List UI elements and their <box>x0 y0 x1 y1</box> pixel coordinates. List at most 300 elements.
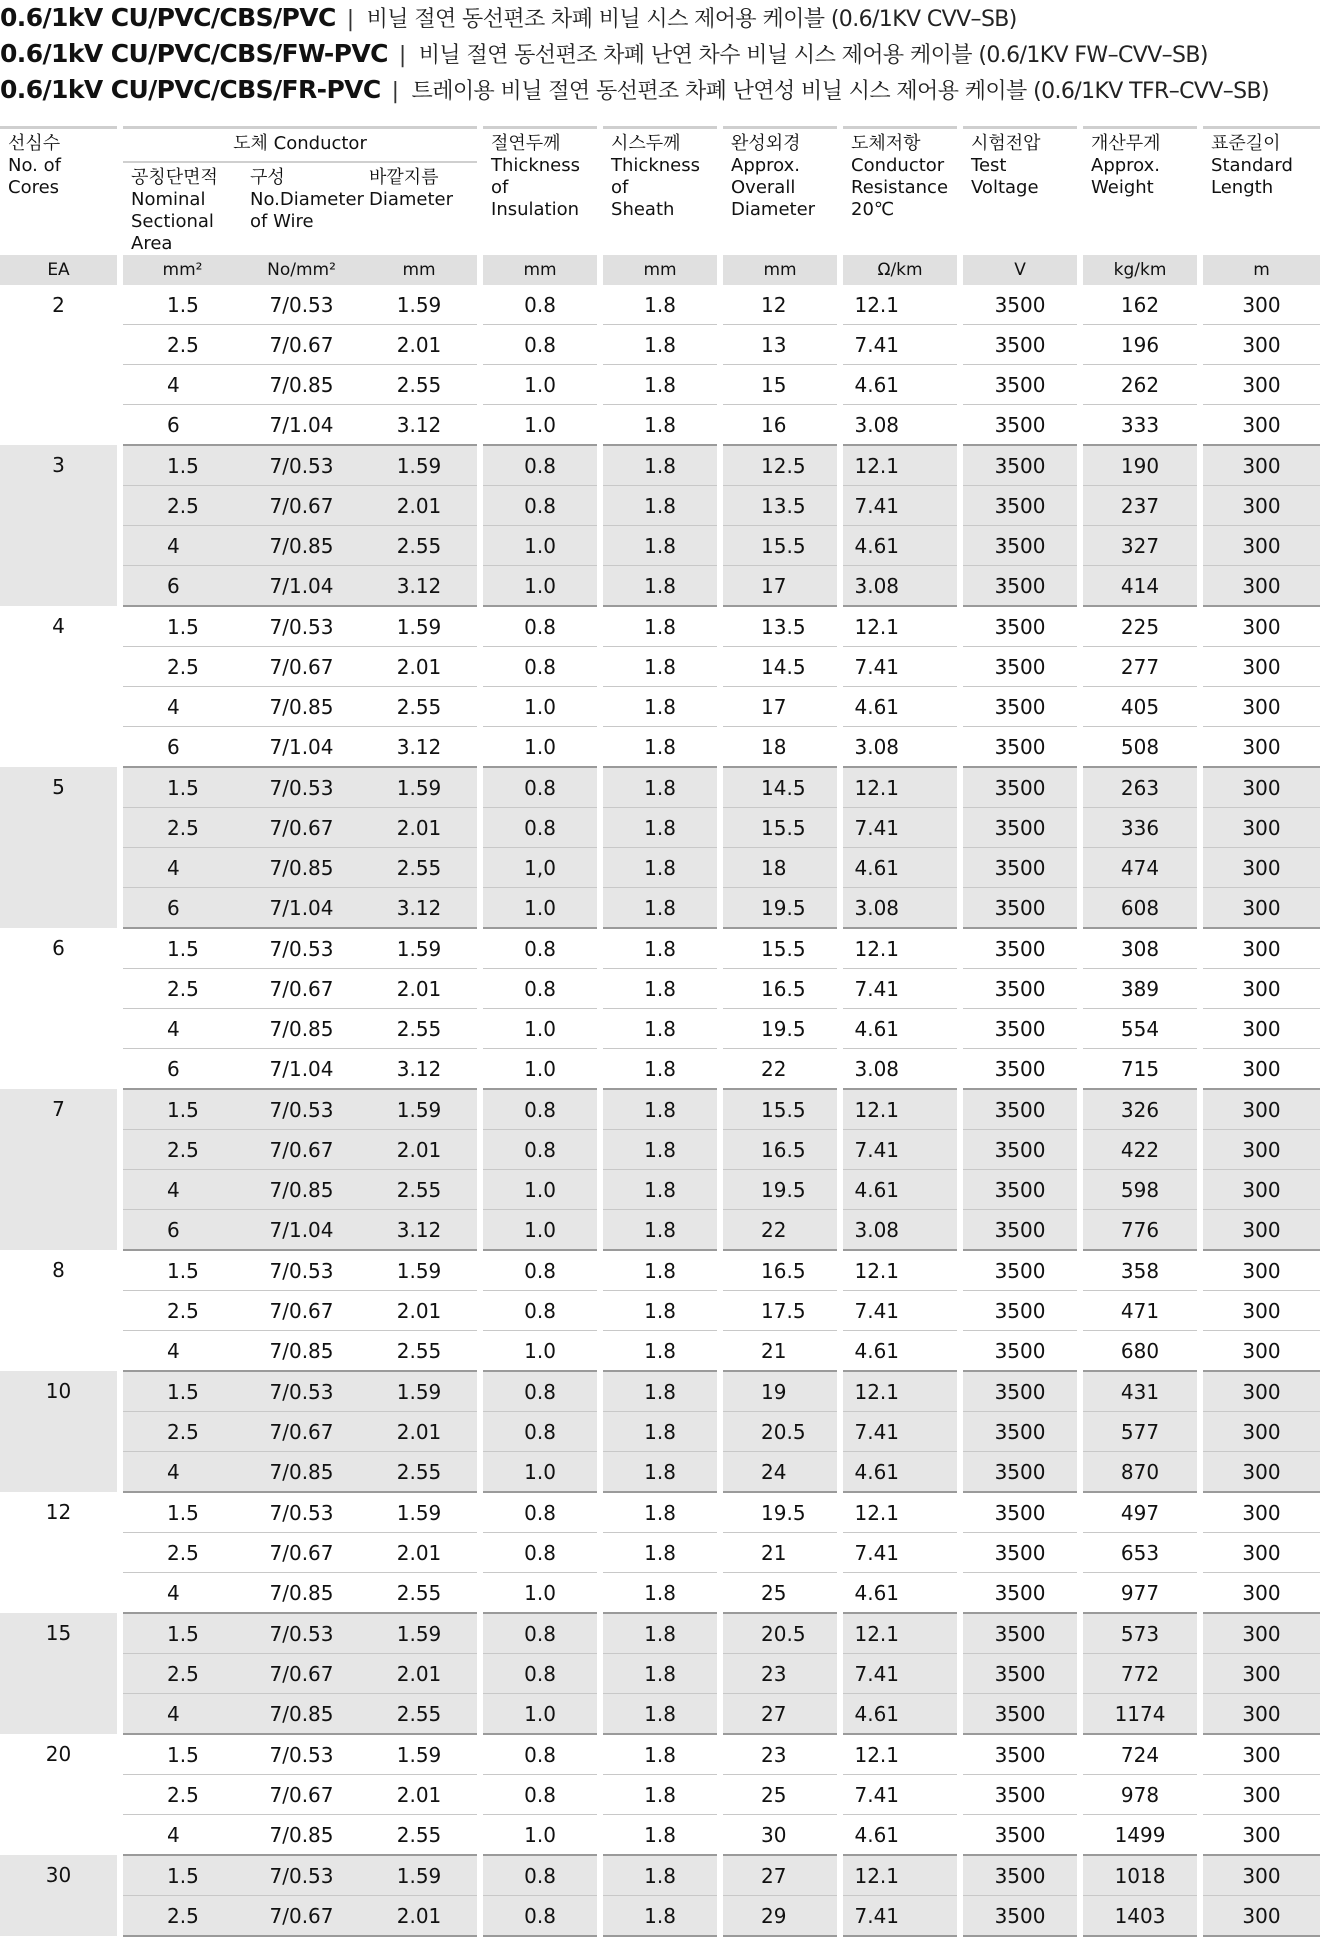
cell-conductor-resistance: 3.08 <box>843 405 957 446</box>
cell-approx-weight: 497 <box>1083 1492 1197 1533</box>
cell-construction: 7/0.85 <box>242 365 361 405</box>
cell-overall-diameter: 18 <box>723 848 837 888</box>
cell-approx-weight: 326 <box>1083 1089 1197 1130</box>
cell-standard-length: 300 <box>1203 1049 1320 1090</box>
cell-insulation-thickness: 1.0 <box>483 566 597 607</box>
header-construction: 구성 No.Diameter of Wire <box>250 167 364 232</box>
table-row <box>0 325 1320 365</box>
cell-conductor-diameter: 2.55 <box>361 1009 477 1049</box>
cell-insulation-thickness: 1.0 <box>483 1573 597 1614</box>
cell-insulation-thickness: 0.8 <box>483 1613 597 1654</box>
header-resistance: 도체저항 Conductor Resistance 20℃ <box>843 128 957 256</box>
cell-insulation-thickness: 0.8 <box>483 1896 597 1937</box>
cell-insulation-thickness: 0.8 <box>483 325 597 365</box>
cell-insulation-thickness: 1,0 <box>483 848 597 888</box>
cell-approx-weight: 190 <box>1083 445 1197 486</box>
cell-standard-length: 300 <box>1203 325 1320 365</box>
unit-cell: mm <box>361 255 477 285</box>
header-length: 표준길이 Standard Length <box>1203 128 1320 256</box>
cell-overall-diameter: 23 <box>723 1734 837 1775</box>
table-row <box>0 888 1320 929</box>
cell-approx-weight: 414 <box>1083 566 1197 607</box>
cell-sectional-area: 1.5 <box>123 285 242 325</box>
cell-sheath-thickness: 1.8 <box>603 1170 717 1210</box>
cell-approx-weight: 237 <box>1083 486 1197 526</box>
cell-insulation-thickness: 0.8 <box>483 1775 597 1815</box>
cell-overall-diameter: 22 <box>723 1210 837 1251</box>
cell-approx-weight: 327 <box>1083 526 1197 566</box>
cell-cores: 2 <box>52 293 65 317</box>
cell-sheath-thickness: 1.8 <box>603 1734 717 1775</box>
cell-standard-length: 300 <box>1203 1331 1320 1372</box>
cell-construction: 7/0.67 <box>242 1775 361 1815</box>
cell-standard-length: 300 <box>1203 727 1320 768</box>
title-line-3 <box>0 72 1320 108</box>
table-row <box>0 1009 1320 1049</box>
cell-standard-length: 300 <box>1203 1210 1320 1251</box>
cell-insulation-thickness: 0.8 <box>483 1250 597 1291</box>
title-line-2 <box>0 36 1320 72</box>
cell-conductor-resistance: 12.1 <box>843 767 957 808</box>
cell-sheath-thickness: 1.8 <box>603 1533 717 1573</box>
header-sheath: 시스두께 Thickness of Sheath <box>603 128 717 256</box>
cell-construction: 7/0.67 <box>242 969 361 1009</box>
cell-conductor-diameter: 2.55 <box>361 687 477 727</box>
cell-construction: 7/0.67 <box>242 1130 361 1170</box>
table-row <box>0 1533 1320 1573</box>
cell-standard-length: 300 <box>1203 1452 1320 1493</box>
cell-overall-diameter: 25 <box>723 1775 837 1815</box>
cell-sectional-area: 2.5 <box>123 1130 242 1170</box>
cell-approx-weight: 508 <box>1083 727 1197 768</box>
cell-construction: 7/0.67 <box>242 325 361 365</box>
cell-test-voltage: 3500 <box>963 1613 1077 1654</box>
cell-standard-length: 300 <box>1203 687 1320 727</box>
cell-test-voltage: 3500 <box>963 1130 1077 1170</box>
cell-sectional-area: 1.5 <box>123 1734 242 1775</box>
cell-sheath-thickness: 1.8 <box>603 647 717 687</box>
cell-sectional-area: 2.5 <box>123 325 242 365</box>
cell-conductor-diameter: 2.01 <box>361 486 477 526</box>
cell-approx-weight: 263 <box>1083 767 1197 808</box>
unit-cell: kg/km <box>1083 255 1197 285</box>
cell-conductor-diameter: 1.59 <box>361 1613 477 1654</box>
table-row <box>0 727 1320 768</box>
cell-cores: 20 <box>45 1742 72 1766</box>
cell-test-voltage: 3500 <box>963 647 1077 687</box>
cell-construction: 7/0.85 <box>242 1331 361 1372</box>
cell-standard-length: 300 <box>1203 566 1320 607</box>
cell-insulation-thickness: 1.0 <box>483 1452 597 1493</box>
cell-test-voltage: 3500 <box>963 888 1077 929</box>
cell-overall-diameter: 19 <box>723 1371 837 1412</box>
cell-conductor-diameter: 3.12 <box>361 1049 477 1090</box>
cell-conductor-resistance: 7.41 <box>843 647 957 687</box>
cell-construction: 7/0.85 <box>242 526 361 566</box>
cell-conductor-diameter: 2.01 <box>361 647 477 687</box>
cell-sheath-thickness: 1.8 <box>603 928 717 969</box>
unit-cell: m <box>1203 255 1320 285</box>
header-weight: 개산무게 Approx. Weight <box>1083 128 1197 256</box>
cell-sectional-area: 2.5 <box>123 1654 242 1694</box>
cell-overall-diameter: 24 <box>723 1452 837 1493</box>
unit-cell: Ω/km <box>843 255 957 285</box>
cell-overall-diameter: 16.5 <box>723 969 837 1009</box>
cell-construction: 7/0.53 <box>242 285 361 325</box>
cell-conductor-resistance: 4.61 <box>843 848 957 888</box>
cell-conductor-diameter: 2.55 <box>361 1331 477 1372</box>
cell-conductor-resistance: 12.1 <box>843 1492 957 1533</box>
cell-conductor-diameter: 2.55 <box>361 1170 477 1210</box>
cell-overall-diameter: 19.5 <box>723 1170 837 1210</box>
cell-conductor-diameter: 1.59 <box>361 606 477 647</box>
cell-standard-length: 300 <box>1203 1654 1320 1694</box>
cell-standard-length: 300 <box>1203 1533 1320 1573</box>
cell-test-voltage: 3500 <box>963 727 1077 768</box>
table-row <box>0 1654 1320 1694</box>
cell-test-voltage: 3500 <box>963 486 1077 526</box>
cell-insulation-thickness: 1.0 <box>483 365 597 405</box>
cell-sheath-thickness: 1.8 <box>603 1452 717 1493</box>
cell-standard-length: 300 <box>1203 1291 1320 1331</box>
cell-sectional-area: 6 <box>123 727 242 768</box>
cell-conductor-resistance: 7.41 <box>843 1412 957 1452</box>
cell-test-voltage: 3500 <box>963 566 1077 607</box>
cell-sectional-area: 1.5 <box>123 1613 242 1654</box>
cell-sheath-thickness: 1.8 <box>603 1492 717 1533</box>
cell-approx-weight: 389 <box>1083 969 1197 1009</box>
cell-conductor-diameter: 3.12 <box>361 566 477 607</box>
table-row <box>0 647 1320 687</box>
cell-overall-diameter: 19.5 <box>723 1492 837 1533</box>
spec-table-container <box>0 126 1320 1937</box>
cell-cores: 4 <box>52 614 65 638</box>
cell-construction: 7/0.53 <box>242 1492 361 1533</box>
table-row <box>0 1371 1320 1412</box>
cell-conductor-diameter: 2.55 <box>361 1815 477 1856</box>
cell-conductor-diameter: 3.12 <box>361 405 477 446</box>
cell-overall-diameter: 17 <box>723 566 837 607</box>
cell-test-voltage: 3500 <box>963 445 1077 486</box>
cell-insulation-thickness: 0.8 <box>483 1371 597 1412</box>
cell-construction: 7/0.85 <box>242 1009 361 1049</box>
cell-overall-diameter: 25 <box>723 1573 837 1614</box>
cell-overall-diameter: 23 <box>723 1654 837 1694</box>
cell-insulation-thickness: 0.8 <box>483 1089 597 1130</box>
cell-sectional-area: 1.5 <box>123 1855 242 1896</box>
cell-approx-weight: 308 <box>1083 928 1197 969</box>
cell-standard-length: 300 <box>1203 1371 1320 1412</box>
cell-approx-weight: 653 <box>1083 1533 1197 1573</box>
cell-conductor-diameter: 2.55 <box>361 1573 477 1614</box>
cell-overall-diameter: 17.5 <box>723 1291 837 1331</box>
cell-construction: 7/0.67 <box>242 1896 361 1937</box>
cell-test-voltage: 3500 <box>963 526 1077 566</box>
cell-overall-diameter: 13.5 <box>723 606 837 647</box>
cell-approx-weight: 1174 <box>1083 1694 1197 1735</box>
cell-test-voltage: 3500 <box>963 1694 1077 1735</box>
cell-insulation-thickness: 0.8 <box>483 928 597 969</box>
cell-test-voltage: 3500 <box>963 1210 1077 1251</box>
cell-sheath-thickness: 1.8 <box>603 1291 717 1331</box>
cell-sheath-thickness: 1.8 <box>603 1331 717 1372</box>
cell-approx-weight: 978 <box>1083 1775 1197 1815</box>
cell-construction: 7/0.85 <box>242 687 361 727</box>
cell-sheath-thickness: 1.8 <box>603 1210 717 1251</box>
cell-construction: 7/0.67 <box>242 486 361 526</box>
cell-sectional-area: 2.5 <box>123 647 242 687</box>
cell-overall-diameter: 27 <box>723 1855 837 1896</box>
cell-approx-weight: 772 <box>1083 1654 1197 1694</box>
cell-insulation-thickness: 1.0 <box>483 687 597 727</box>
cell-construction: 7/0.67 <box>242 1291 361 1331</box>
table-row <box>0 526 1320 566</box>
cell-sheath-thickness: 1.8 <box>603 1371 717 1412</box>
cell-approx-weight: 358 <box>1083 1250 1197 1291</box>
cell-standard-length: 300 <box>1203 808 1320 848</box>
table-row <box>0 566 1320 607</box>
cell-conductor-diameter: 1.59 <box>361 1855 477 1896</box>
cell-conductor-resistance: 12.1 <box>843 1371 957 1412</box>
cell-construction: 7/0.85 <box>242 848 361 888</box>
cell-standard-length: 300 <box>1203 365 1320 405</box>
cell-insulation-thickness: 0.8 <box>483 1855 597 1896</box>
cell-test-voltage: 3500 <box>963 325 1077 365</box>
cell-sectional-area: 4 <box>123 1009 242 1049</box>
cell-standard-length: 300 <box>1203 1896 1320 1937</box>
cell-sheath-thickness: 1.8 <box>603 1009 717 1049</box>
cell-approx-weight: 422 <box>1083 1130 1197 1170</box>
cell-overall-diameter: 16.5 <box>723 1130 837 1170</box>
cell-conductor-diameter: 3.12 <box>361 727 477 768</box>
cell-sectional-area: 2.5 <box>123 969 242 1009</box>
cell-construction: 7/0.85 <box>242 1452 361 1493</box>
cell-cores: 12 <box>45 1500 72 1524</box>
cell-conductor-diameter: 1.59 <box>361 767 477 808</box>
cell-test-voltage: 3500 <box>963 1170 1077 1210</box>
header-insulation: 절연두께 Thickness of Insulation <box>483 128 597 256</box>
cell-conductor-resistance: 12.1 <box>843 606 957 647</box>
cell-standard-length: 300 <box>1203 1775 1320 1815</box>
cell-conductor-resistance: 4.61 <box>843 1452 957 1493</box>
cell-overall-diameter: 17 <box>723 687 837 727</box>
cell-construction: 7/0.85 <box>242 1170 361 1210</box>
cell-conductor-resistance: 7.41 <box>843 1533 957 1573</box>
cell-sheath-thickness: 1.8 <box>603 1694 717 1735</box>
table-row <box>0 687 1320 727</box>
cell-conductor-diameter: 1.59 <box>361 1089 477 1130</box>
cell-sheath-thickness: 1.8 <box>603 1613 717 1654</box>
cell-sectional-area: 6 <box>123 888 242 929</box>
cell-overall-diameter: 27 <box>723 1694 837 1735</box>
cell-approx-weight: 724 <box>1083 1734 1197 1775</box>
cell-overall-diameter: 14.5 <box>723 647 837 687</box>
title-separator: | <box>346 7 354 32</box>
cell-sheath-thickness: 1.8 <box>603 727 717 768</box>
cell-overall-diameter: 16 <box>723 405 837 446</box>
header-sectional-area: 공칭단면적 Nominal Sectional Area <box>131 167 218 254</box>
cell-approx-weight: 431 <box>1083 1371 1197 1412</box>
cell-conductor-diameter: 2.01 <box>361 969 477 1009</box>
cell-conductor-resistance: 12.1 <box>843 1855 957 1896</box>
cell-sheath-thickness: 1.8 <box>603 526 717 566</box>
cell-sectional-area: 2.5 <box>123 1775 242 1815</box>
cell-insulation-thickness: 1.0 <box>483 526 597 566</box>
unit-cell: mm <box>603 255 717 285</box>
cell-construction: 7/0.53 <box>242 1089 361 1130</box>
cell-sectional-area: 6 <box>123 1049 242 1090</box>
cell-conductor-resistance: 3.08 <box>843 566 957 607</box>
cell-standard-length: 300 <box>1203 888 1320 929</box>
cell-test-voltage: 3500 <box>963 1855 1077 1896</box>
cell-sheath-thickness: 1.8 <box>603 1855 717 1896</box>
cell-standard-length: 300 <box>1203 285 1320 325</box>
cell-test-voltage: 3500 <box>963 1775 1077 1815</box>
table-row <box>0 405 1320 446</box>
cell-sheath-thickness: 1.8 <box>603 285 717 325</box>
cell-test-voltage: 3500 <box>963 808 1077 848</box>
cell-conductor-resistance: 7.41 <box>843 1775 957 1815</box>
table-row <box>0 1210 1320 1251</box>
cell-test-voltage: 3500 <box>963 1896 1077 1937</box>
cell-sheath-thickness: 1.8 <box>603 1775 717 1815</box>
cell-sheath-thickness: 1.8 <box>603 687 717 727</box>
cell-test-voltage: 3500 <box>963 405 1077 446</box>
cell-conductor-resistance: 4.61 <box>843 1573 957 1614</box>
cell-test-voltage: 3500 <box>963 1412 1077 1452</box>
table-row <box>0 1170 1320 1210</box>
cell-construction: 7/0.85 <box>242 1573 361 1614</box>
cable-code: 0.6/1kV CU/PVC/CBS/FW-PVC <box>0 39 388 68</box>
cell-sectional-area: 1.5 <box>123 928 242 969</box>
cell-sectional-area: 1.5 <box>123 606 242 647</box>
unit-cell: EA <box>0 255 117 285</box>
cell-approx-weight: 1499 <box>1083 1815 1197 1856</box>
cell-insulation-thickness: 0.8 <box>483 285 597 325</box>
cell-conductor-diameter: 2.55 <box>361 526 477 566</box>
table-row <box>0 1089 1320 1130</box>
cell-construction: 7/0.53 <box>242 1855 361 1896</box>
cell-standard-length: 300 <box>1203 405 1320 446</box>
cell-insulation-thickness: 0.8 <box>483 969 597 1009</box>
cell-standard-length: 300 <box>1203 848 1320 888</box>
table-row <box>0 486 1320 526</box>
cell-standard-length: 300 <box>1203 1009 1320 1049</box>
cell-construction: 7/0.67 <box>242 1412 361 1452</box>
cell-cores: 6 <box>52 936 65 960</box>
cell-construction: 7/0.53 <box>242 1734 361 1775</box>
cell-standard-length: 300 <box>1203 445 1320 486</box>
cell-sheath-thickness: 1.8 <box>603 1250 717 1291</box>
cell-insulation-thickness: 0.8 <box>483 808 597 848</box>
cell-sectional-area: 2.5 <box>123 1291 242 1331</box>
cell-conductor-diameter: 2.01 <box>361 808 477 848</box>
cell-sectional-area: 4 <box>123 1573 242 1614</box>
cell-standard-length: 300 <box>1203 1250 1320 1291</box>
cell-conductor-resistance: 7.41 <box>843 969 957 1009</box>
cell-test-voltage: 3500 <box>963 1654 1077 1694</box>
cell-conductor-diameter: 1.59 <box>361 1250 477 1291</box>
cell-standard-length: 300 <box>1203 767 1320 808</box>
cell-construction: 7/1.04 <box>242 1210 361 1251</box>
cable-description: 비닐 절연 동선편조 차폐 난연 차수 비닐 시스 제어용 케이블 (0.6/1KV FW–CVV–SB) <box>418 43 1208 68</box>
cell-sectional-area: 6 <box>123 405 242 446</box>
cell-conductor-diameter: 2.01 <box>361 1775 477 1815</box>
cell-conductor-diameter: 1.59 <box>361 1371 477 1412</box>
cell-sectional-area: 4 <box>123 1694 242 1735</box>
cell-sectional-area: 1.5 <box>123 1089 242 1130</box>
cell-construction: 7/0.53 <box>242 606 361 647</box>
cable-code: 0.6/1kV CU/PVC/CBS/FR-PVC <box>0 75 381 104</box>
header-conductor: 도체 Conductor <box>123 128 477 163</box>
cell-sheath-thickness: 1.8 <box>603 445 717 486</box>
cell-conductor-diameter: 2.55 <box>361 848 477 888</box>
cell-construction: 7/0.53 <box>242 1371 361 1412</box>
unit-cell: No/mm² <box>242 255 361 285</box>
cell-standard-length: 300 <box>1203 1492 1320 1533</box>
cell-cores: 5 <box>0 767 117 928</box>
cell-standard-length: 300 <box>1203 526 1320 566</box>
cell-standard-length: 300 <box>1203 1089 1320 1130</box>
cell-approx-weight: 162 <box>1083 285 1197 325</box>
table-row <box>0 928 1320 969</box>
cell-test-voltage: 3500 <box>963 1089 1077 1130</box>
unit-cell: mm² <box>123 255 242 285</box>
cell-construction: 7/0.67 <box>242 1533 361 1573</box>
cell-test-voltage: 3500 <box>963 848 1077 888</box>
cell-construction: 7/0.53 <box>242 445 361 486</box>
cell-conductor-resistance: 4.61 <box>843 365 957 405</box>
cell-approx-weight: 776 <box>1083 1210 1197 1251</box>
cell-conductor-diameter: 2.01 <box>361 1896 477 1937</box>
cell-sectional-area: 6 <box>123 566 242 607</box>
cell-overall-diameter: 12 <box>723 285 837 325</box>
cell-construction: 7/0.67 <box>242 1654 361 1694</box>
cell-sheath-thickness: 1.8 <box>603 1089 717 1130</box>
cell-standard-length: 300 <box>1203 1734 1320 1775</box>
cell-construction: 7/0.67 <box>242 647 361 687</box>
cell-construction: 7/0.85 <box>242 1694 361 1735</box>
cell-insulation-thickness: 1.0 <box>483 1170 597 1210</box>
cell-sectional-area: 1.5 <box>123 445 242 486</box>
table-row <box>0 1613 1320 1654</box>
cell-approx-weight: 336 <box>1083 808 1197 848</box>
cell-conductor-diameter: 2.01 <box>361 1412 477 1452</box>
cell-standard-length: 300 <box>1203 1613 1320 1654</box>
table-row <box>0 1412 1320 1452</box>
cell-construction: 7/0.53 <box>242 1613 361 1654</box>
cable-code: 0.6/1kV CU/PVC/CBS/PVC <box>0 3 336 32</box>
cell-sheath-thickness: 1.8 <box>603 365 717 405</box>
cell-approx-weight: 1018 <box>1083 1855 1197 1896</box>
cell-construction: 7/1.04 <box>242 566 361 607</box>
cell-insulation-thickness: 1.0 <box>483 727 597 768</box>
cell-overall-diameter: 21 <box>723 1533 837 1573</box>
cell-conductor-diameter: 2.01 <box>361 1533 477 1573</box>
cell-conductor-diameter: 1.59 <box>361 445 477 486</box>
cell-standard-length: 300 <box>1203 1694 1320 1735</box>
cell-insulation-thickness: 1.0 <box>483 1694 597 1735</box>
cell-conductor-diameter: 1.59 <box>361 1734 477 1775</box>
cell-conductor-diameter: 2.55 <box>361 1452 477 1493</box>
cell-test-voltage: 3500 <box>963 969 1077 1009</box>
cell-conductor-diameter: 2.01 <box>361 1130 477 1170</box>
cell-sectional-area: 2.5 <box>123 1412 242 1452</box>
cell-overall-diameter: 15.5 <box>723 808 837 848</box>
cell-overall-diameter: 20.5 <box>723 1613 837 1654</box>
cell-sectional-area: 4 <box>123 1452 242 1493</box>
cell-test-voltage: 3500 <box>963 285 1077 325</box>
